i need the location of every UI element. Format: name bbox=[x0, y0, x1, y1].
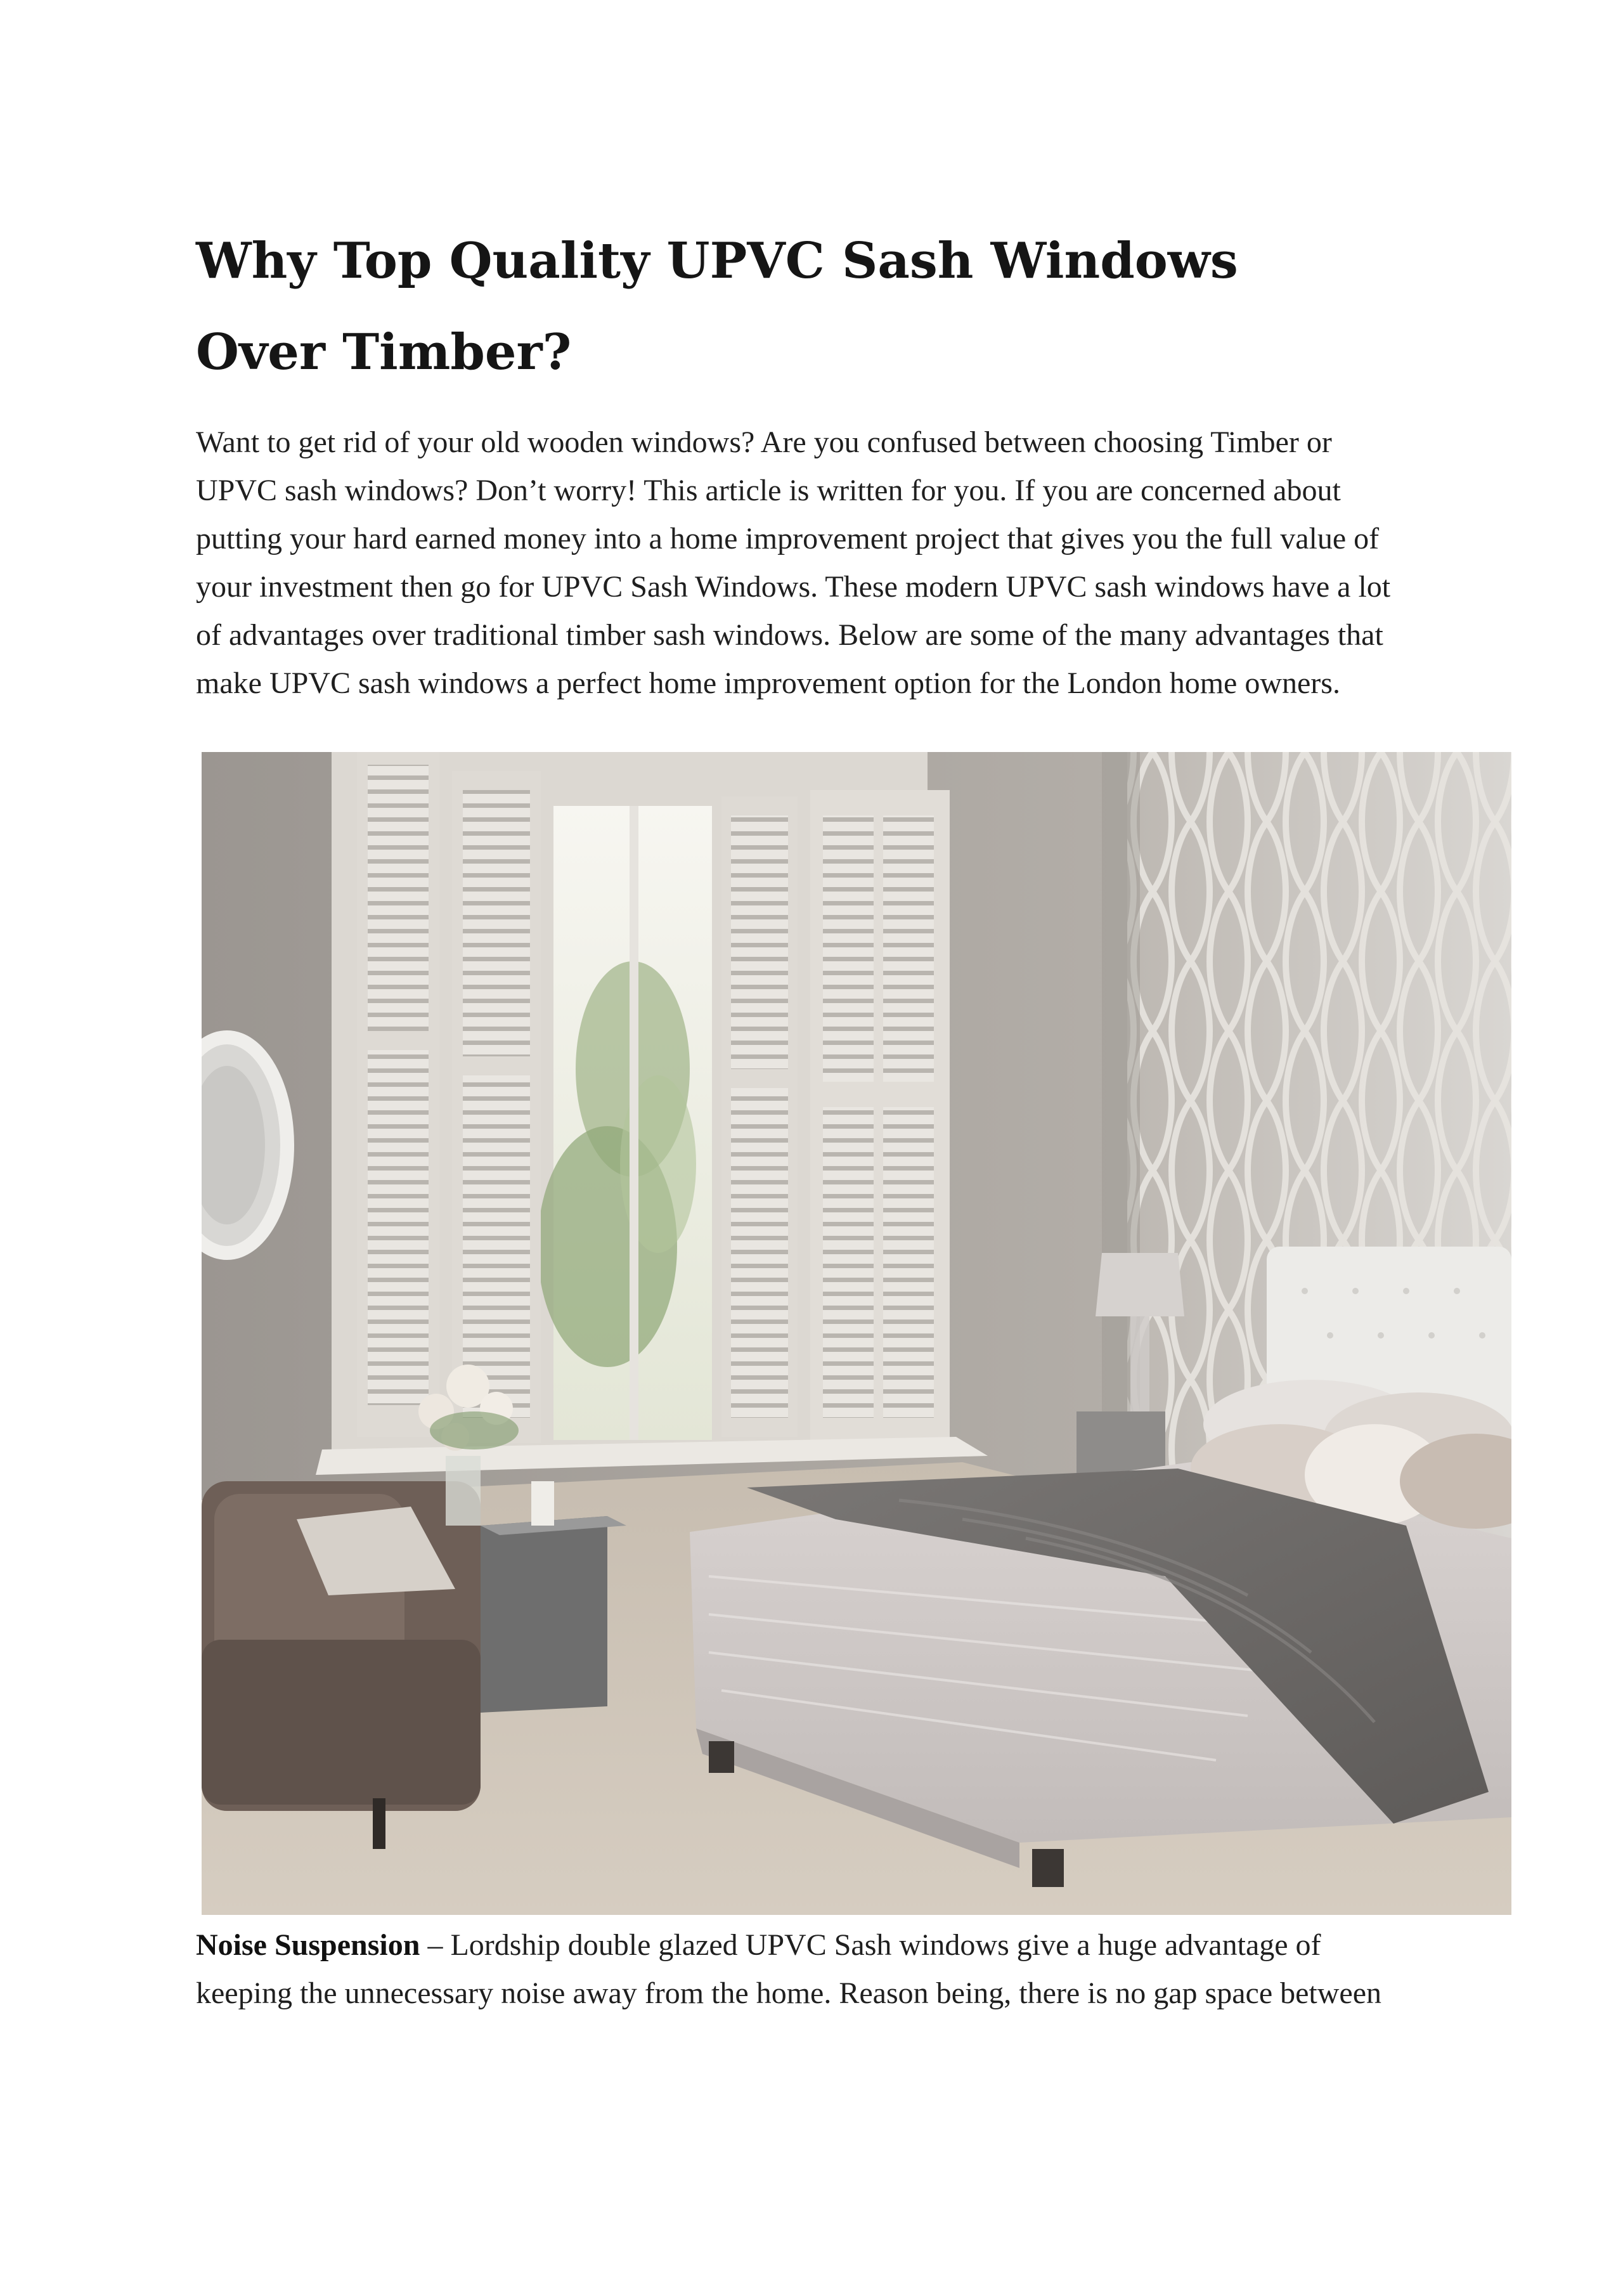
paragraph-line bbox=[196, 1921, 1515, 1969]
noise-suspension-paragraph bbox=[196, 1921, 1515, 2018]
section-line-1-text: – Lordship double glazed UPVC Sash windows give a huge advantage of bbox=[420, 1928, 1321, 1962]
intro-line: make UPVC sash windows a perfect home improvement option for the London home owners. bbox=[196, 666, 1340, 700]
title-line-2: Over Timber? bbox=[196, 323, 572, 381]
page-title bbox=[196, 216, 1464, 398]
bedroom-photo bbox=[202, 752, 1511, 1915]
intro-paragraph bbox=[196, 418, 1464, 708]
intro-line: of advantages over traditional timber sash windows. Below are some of the many advantages that bbox=[196, 618, 1383, 652]
intro-line: your investment then go for UPVC Sash Windows. These modern UPVC sash windows have a lot bbox=[196, 570, 1391, 604]
title-line-1: Why Top Quality UPVC Sash Windows bbox=[196, 232, 1238, 290]
intro-line: Want to get rid of your old wooden windows? Are you confused between choosing Timber or bbox=[196, 425, 1332, 459]
section-heading: Noise Suspension bbox=[196, 1928, 420, 1962]
intro-line: putting your hard earned money into a home improvement project that gives you the full value of bbox=[196, 522, 1380, 555]
intro-line: UPVC sash windows? Don’t worry! This article is written for you. If you are concerned about bbox=[196, 474, 1341, 507]
paragraph-line: keeping the unnecessary noise away from the home. Reason being, there is no gap space between bbox=[196, 1976, 1382, 2010]
